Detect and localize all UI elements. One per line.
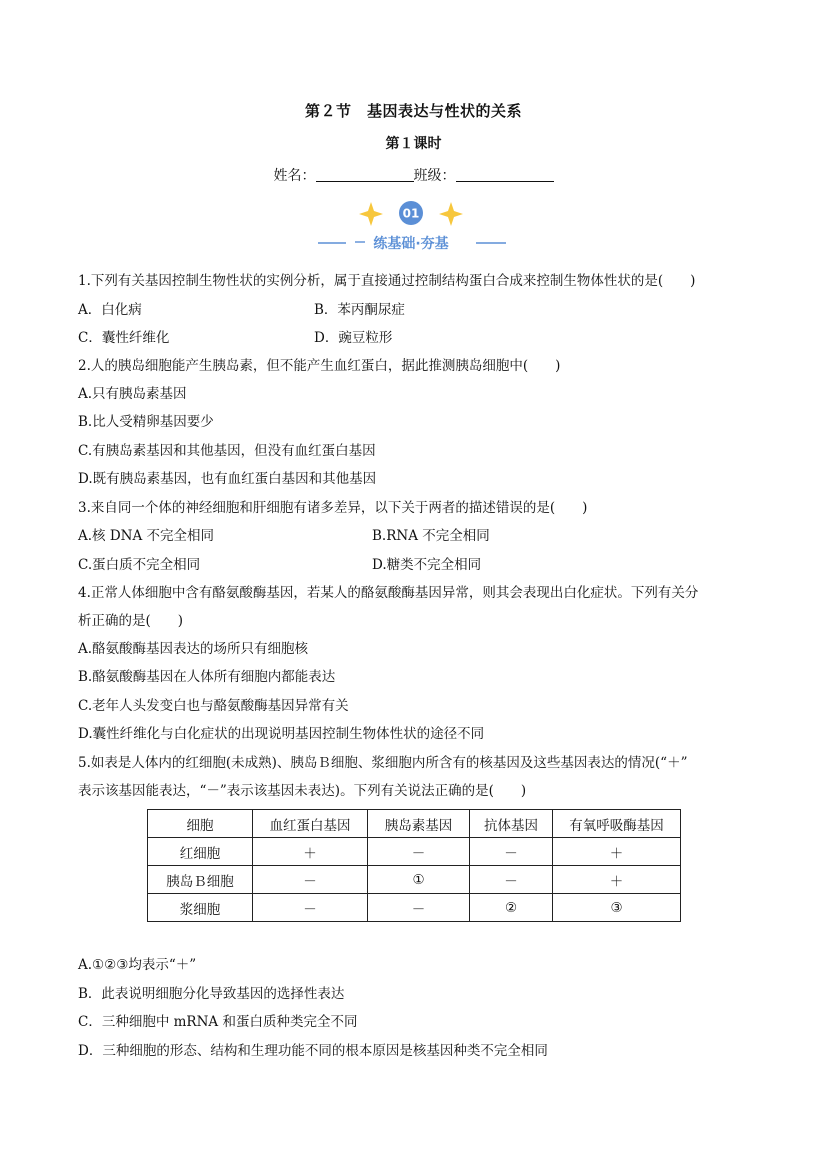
q1-option-b: B．苯丙酮尿症 xyxy=(314,302,405,318)
q2-option-d: D.既有胰岛素基因，也有血红蛋白基因和其他基因 xyxy=(78,471,377,487)
table-cell: 红细胞 xyxy=(148,838,253,866)
name-class-row xyxy=(0,165,827,185)
gene-expression-table xyxy=(147,809,681,922)
section-label: 练基础·夯基 xyxy=(373,236,449,252)
table-cell: ③ xyxy=(553,894,681,922)
name-label: 姓名： xyxy=(273,168,316,184)
table-row xyxy=(148,838,681,866)
table-row xyxy=(148,894,681,922)
q3-option-b: B.RNA 不完全相同 xyxy=(372,528,490,544)
sparkle-right-icon xyxy=(439,202,463,226)
q2-option-a: A.只有胰岛素基因 xyxy=(78,386,187,402)
q1-option-c: C．囊性纤维化 xyxy=(78,330,170,346)
table-header-cell: 胰岛素基因 xyxy=(368,810,470,838)
q3-option-a: A.核 DNA 不完全相同 xyxy=(78,528,215,544)
table-header-row xyxy=(148,810,681,838)
section-number: 01 xyxy=(402,206,420,221)
table-row xyxy=(148,866,681,894)
q5-option-b: B．此表说明细胞分化导致基因的选择性表达 xyxy=(78,986,345,1002)
table-header-cell: 血红蛋白基因 xyxy=(253,810,368,838)
q1-option-a: A．白化病 xyxy=(78,302,142,318)
table-cell: － xyxy=(470,838,553,866)
q3-option-c: C.蛋白质不完全相同 xyxy=(78,557,201,573)
sparkle-left-icon xyxy=(359,202,383,226)
table-cell: － xyxy=(253,866,368,894)
q4-option-d: D.囊性纤维化与白化症状的出现说明基因控制生物体性状的途径不同 xyxy=(78,726,485,742)
q4-stem-line1: 4.正常人体细胞中含有酪氨酸酶基因，若某人的酪氨酸酶基因异常，则其会表现出白化症状。下列有关分 xyxy=(78,585,699,601)
page-title: 第２节 基因表达与性状的关系 xyxy=(304,102,522,120)
table-cell: － xyxy=(253,894,368,922)
q5-option-c: C．三种细胞中 mRNA 和蛋白质种类完全不同 xyxy=(78,1014,358,1030)
q2-stem: 2.人的胰岛细胞能产生胰岛素，但不能产生血红蛋白，据此推测胰岛细胞中( ) xyxy=(78,358,561,374)
q4-option-c: C.老年人头发变白也与酪氨酸酶基因异常有关 xyxy=(78,698,349,714)
q5-stem-line2: 表示该基因能表达，“－”表示该基因未表达)。下列有关说法正确的是( ) xyxy=(78,783,527,799)
table-cell: － xyxy=(368,894,470,922)
table-cell: ＋ xyxy=(253,838,368,866)
table-cell: － xyxy=(368,838,470,866)
table-cell: ② xyxy=(470,894,553,922)
table-cell: 胰岛Ｂ细胞 xyxy=(148,866,253,894)
q3-stem: 3.来自同一个体的神经细胞和肝细胞有诸多差异，以下关于两者的描述错误的是( ) xyxy=(78,500,588,516)
name-blank xyxy=(316,167,414,182)
class-blank xyxy=(456,167,554,182)
q5-option-a: A.①②③均表示“＋” xyxy=(78,957,197,973)
table-cell: ① xyxy=(368,866,470,894)
table-cell: 浆细胞 xyxy=(148,894,253,922)
q4-option-a: A.酪氨酸酶基因表达的场所只有细胞核 xyxy=(78,641,309,657)
table-header-cell: 细胞 xyxy=(148,810,253,838)
q4-stem-line2: 析正确的是( ) xyxy=(78,613,184,629)
q3-option-d: D.糖类不完全相同 xyxy=(372,557,482,573)
q1-stem: 1.下列有关基因控制生物性状的实例分析，属于直接通过控制结构蛋白合成来控制生物体性状的是( ) xyxy=(78,273,696,289)
table-cell: ＋ xyxy=(553,866,681,894)
table-cell: － xyxy=(470,866,553,894)
q2-option-b: B.比人受精卵基因要少 xyxy=(78,414,214,430)
q4-option-b: B.酪氨酸酶基因在人体所有细胞内都能表达 xyxy=(78,669,336,685)
table-cell: ＋ xyxy=(553,838,681,866)
q1-option-d: D．豌豆粒形 xyxy=(314,330,393,346)
table-header-cell: 有氧呼吸酶基因 xyxy=(553,810,681,838)
lesson-subtitle: 第１课时 xyxy=(385,136,442,152)
table-header-cell: 抗体基因 xyxy=(470,810,553,838)
class-label: 班级： xyxy=(413,168,456,184)
q5-option-d: D．三种细胞的形态、结构和生理功能不同的根本原因是核基因种类不完全相同 xyxy=(78,1043,548,1059)
q2-option-c: C.有胰岛素基因和其他基因，但没有血红蛋白基因 xyxy=(78,443,376,459)
q5-stem-line1: 5.如表是人体内的红细胞(未成熟)、胰岛Ｂ细胞、浆细胞内所含有的核基因及这些基因表达的情况(“＋” xyxy=(78,755,688,771)
